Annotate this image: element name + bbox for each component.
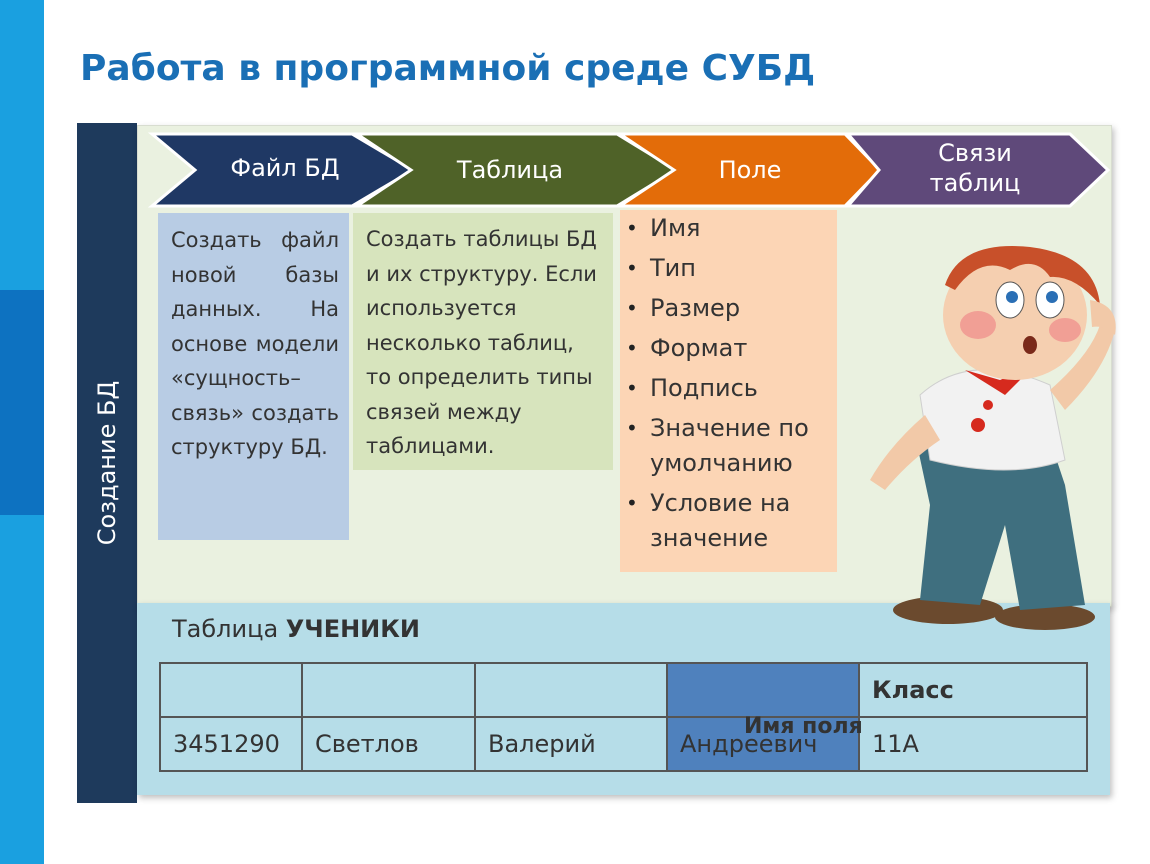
table-caption: Таблица УЧЕНИКИ: [172, 615, 420, 643]
table-row: [160, 717, 1087, 771]
table-header-cell: Класс: [859, 663, 1087, 717]
table-cell: Светлов: [302, 717, 475, 771]
table-name: УЧЕНИКИ: [285, 615, 420, 643]
step-label-file-db: Файл БД: [230, 154, 340, 182]
list-item: • Тип: [620, 251, 831, 286]
list-item: • Подпись: [620, 371, 831, 406]
list-item: • Размер: [620, 291, 831, 326]
card-field: [620, 210, 837, 572]
table-cell: 3451290: [160, 717, 302, 771]
list-item: • Условие на значение: [620, 486, 831, 556]
students-table: [159, 662, 1088, 772]
table-cell: Валерий: [475, 717, 667, 771]
table-cell: 11А: [859, 717, 1087, 771]
table-header-cell: [160, 663, 302, 717]
list-item: • Значение по умолчанию: [620, 411, 831, 481]
table-header-cell: [302, 663, 475, 717]
field-properties-list: [620, 211, 831, 556]
list-item: • Формат: [620, 331, 831, 366]
thinking-boy-illustration: [860, 245, 1145, 640]
list-item: • Имя: [620, 211, 831, 246]
card-file-db: Создать файл новой базы данных. На основе модели «сущность–связь» создать структуру БД.: [158, 213, 349, 540]
step-label-field: Поле: [718, 156, 782, 184]
table-header-row: [160, 663, 1087, 717]
page-title: Работа в программной среде СУБД: [80, 48, 816, 89]
card-table: Создать таблицы БД и их структуру. Если используется несколько таблиц, то определить типы связей между таблицами.: [353, 213, 613, 470]
step-label-links: Связи таблиц: [929, 139, 1021, 197]
table-cell-highlight: Андреевич: [667, 717, 859, 771]
table-header-cell-highlight: [667, 663, 859, 717]
sidebar-label: Создание БД: [93, 380, 121, 546]
step-label-table: Таблица: [456, 156, 564, 184]
table-header-cell: [475, 663, 667, 717]
field-name-label: Имя поля: [744, 714, 863, 739]
